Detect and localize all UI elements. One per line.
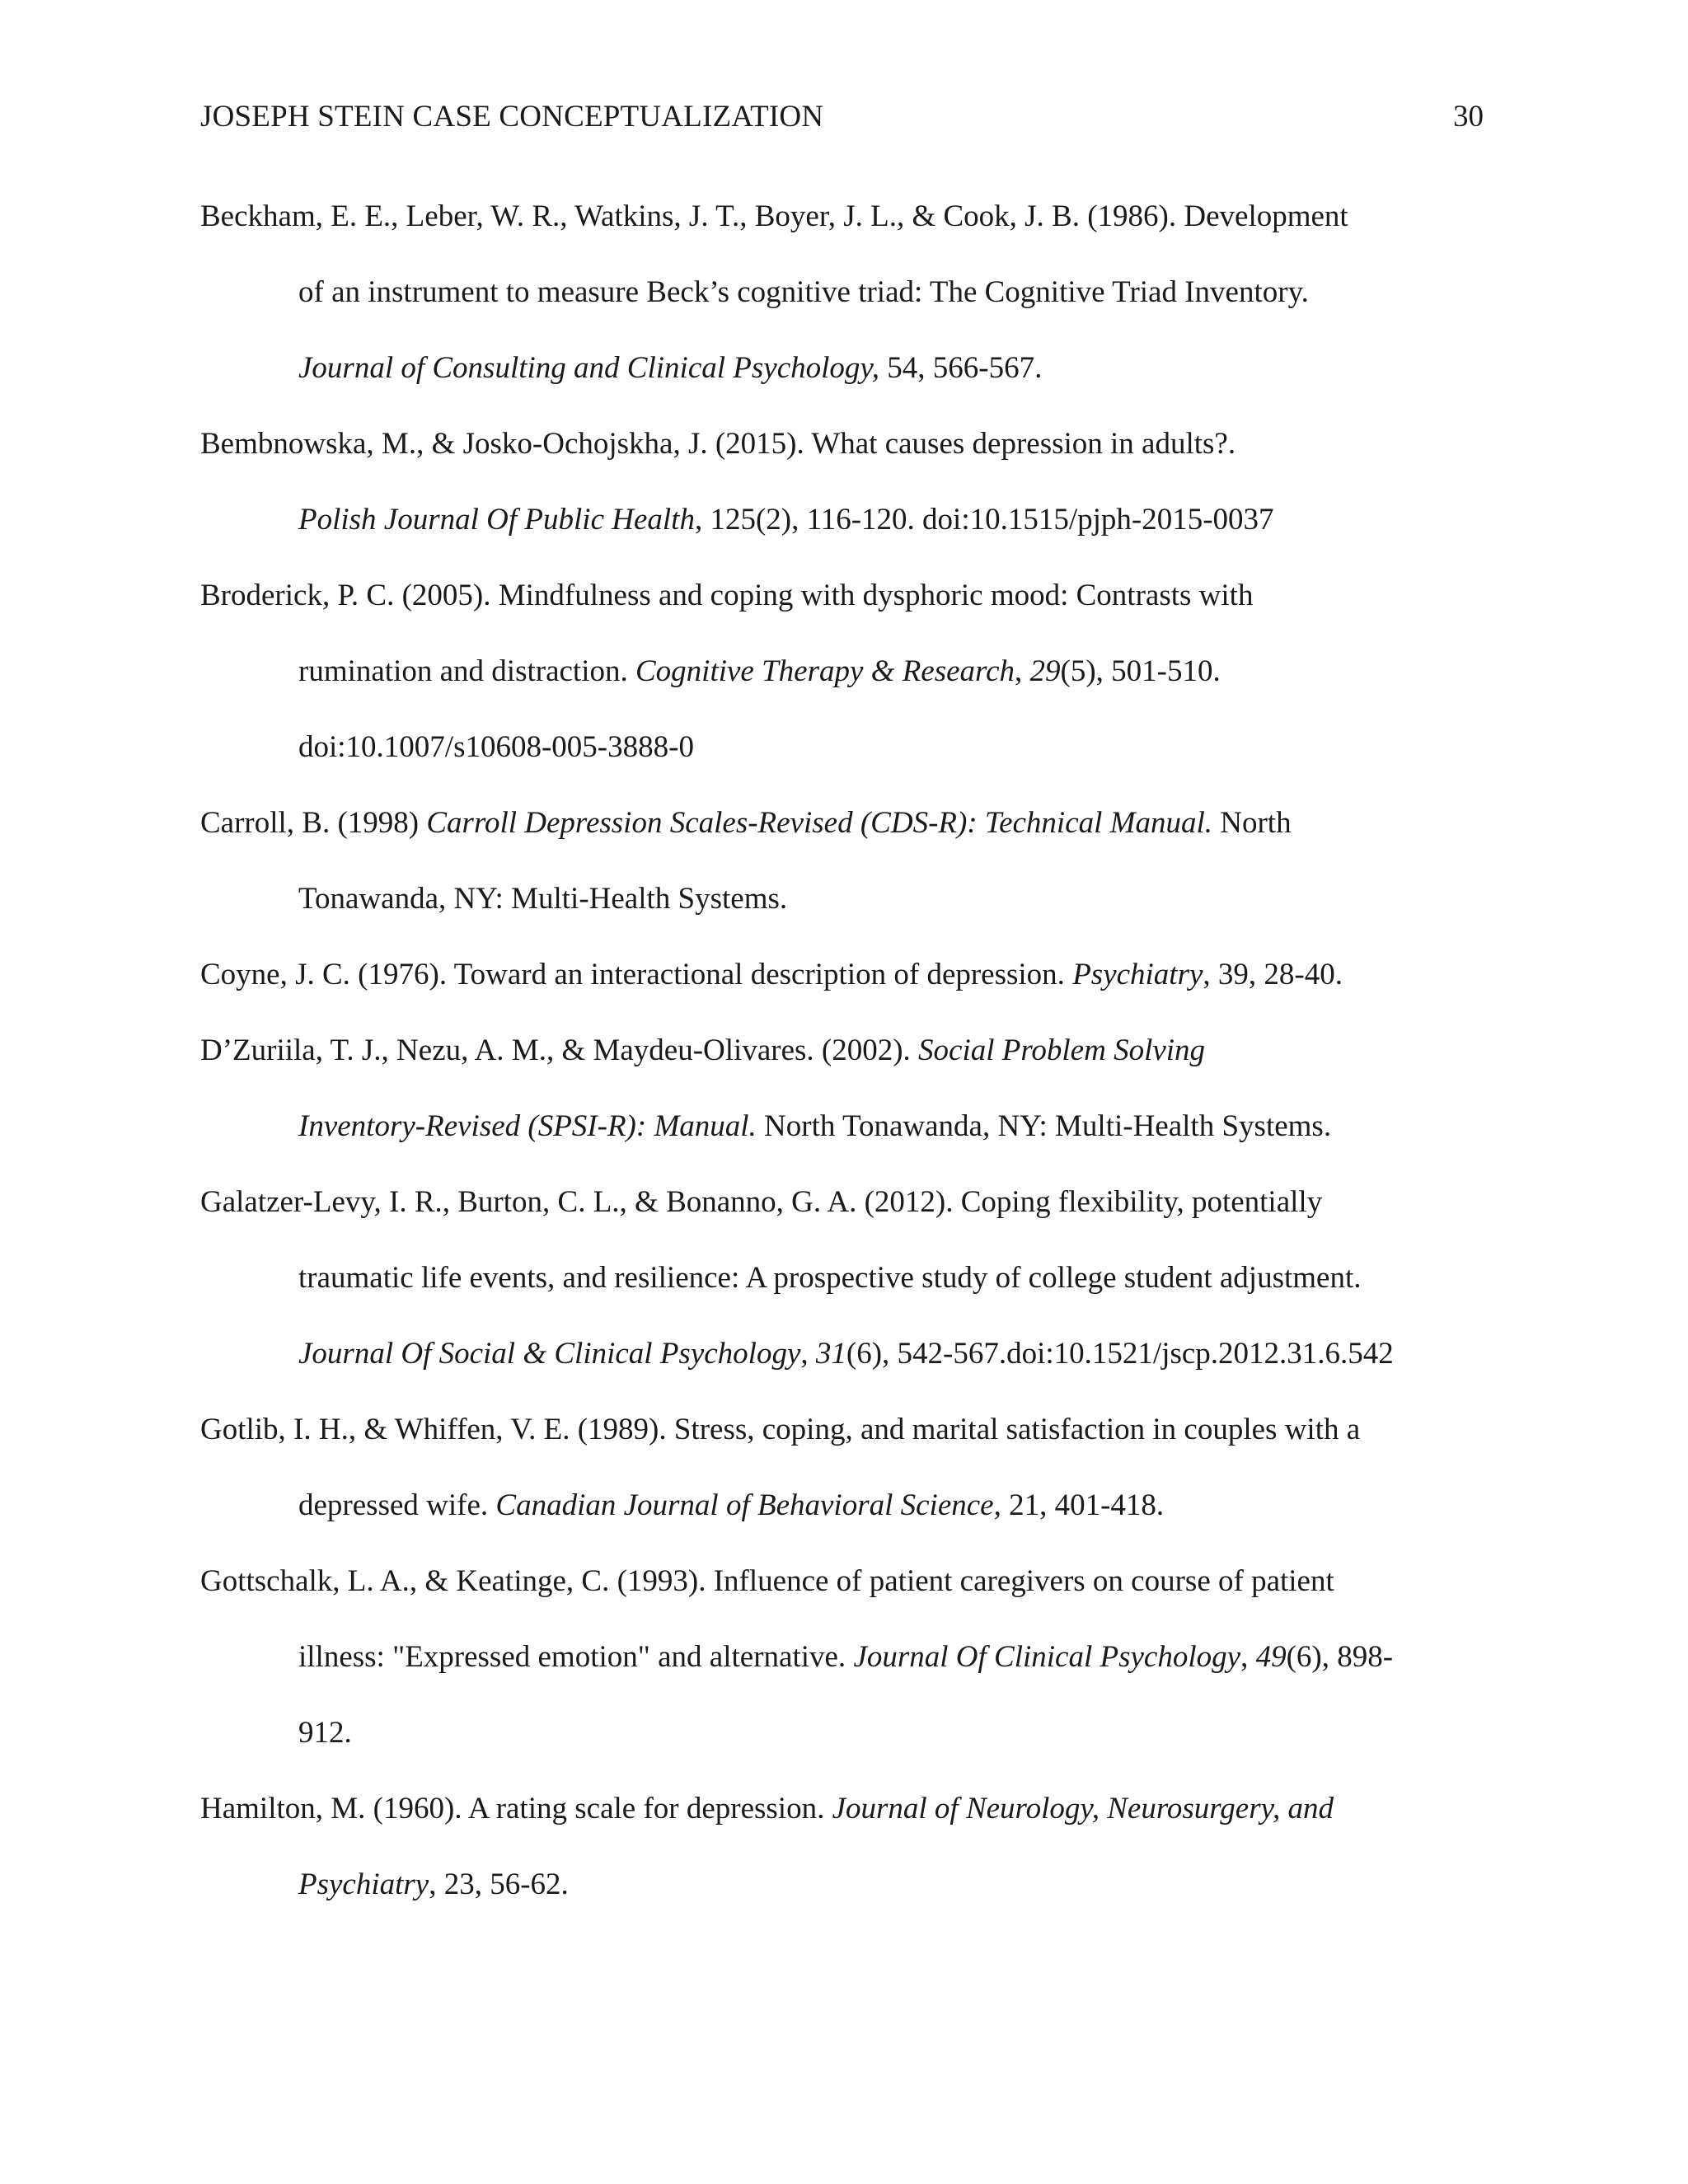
reference-entry bbox=[200, 419, 1498, 571]
reference-text: , 125(2), 116-120. doi:10.1515/pjph-2015-0037 bbox=[694, 503, 1274, 537]
italic-text: Journal Of Clinical Psychology bbox=[853, 1640, 1241, 1674]
italic-text: 29 bbox=[1029, 654, 1061, 688]
reference-text: traumatic life events, and resilience: A prospective study of college student adjustment. bbox=[298, 1261, 1362, 1295]
italic-text: Journal Of Social & Clinical Psychology bbox=[298, 1337, 801, 1371]
reference-text: , bbox=[1015, 654, 1030, 688]
reference-text: Broderick, P. C. (2005). Mindfulness and coping with dysphoric mood: Contrasts with bbox=[200, 579, 1254, 612]
reference-entry bbox=[200, 1026, 1498, 1178]
reference-text: Galatzer-Levy, I. R., Burton, C. L., & Bonanno, G. A. (2012). Coping flexibility, potentially bbox=[200, 1185, 1323, 1219]
reference-text: depressed wife. bbox=[298, 1488, 496, 1522]
reference-text: (5), 501-510. bbox=[1060, 654, 1221, 688]
reference-line bbox=[200, 799, 1498, 874]
reference-text: Coyne, J. C. (1976). Toward an interactional description of depression. bbox=[200, 958, 1073, 991]
italic-text: Psychiatry bbox=[1072, 958, 1203, 991]
reference-text: , bbox=[1240, 1640, 1256, 1674]
italic-text: Polish Journal Of Public Health bbox=[298, 503, 695, 537]
reference-line bbox=[200, 647, 1498, 723]
reference-text: , 23, 56-62. bbox=[429, 1868, 569, 1901]
reference-entry bbox=[200, 1178, 1498, 1405]
italic-text: 49 bbox=[1255, 1640, 1287, 1674]
reference-text: Hamilton, M. (1960). A rating scale for depression. bbox=[200, 1792, 832, 1825]
reference-text: Carroll, B. (1998) bbox=[200, 806, 427, 840]
reference-text: illness: "Expressed emotion" and alternative. bbox=[298, 1640, 854, 1674]
reference-entry bbox=[200, 1784, 1498, 1936]
reference-text: rumination and distraction. bbox=[298, 654, 635, 688]
reference-line bbox=[200, 419, 1498, 495]
reference-text: D’Zuriila, T. J., Nezu, A. M., & Maydeu-Olivares. (2002). bbox=[200, 1033, 919, 1067]
italic-text: Journal of Consulting and Clinical Psychology, bbox=[298, 351, 880, 385]
reference-line bbox=[200, 874, 1498, 950]
reference-line bbox=[200, 1329, 1498, 1405]
italic-text: Inventory-Revised (SPSI-R): Manual. bbox=[298, 1109, 757, 1143]
reference-entry bbox=[200, 950, 1498, 1026]
reference-entry bbox=[200, 1405, 1498, 1557]
reference-text: Gotlib, I. H., & Whiffen, V. E. (1989). Stress, coping, and marital satisfaction in couples with a bbox=[200, 1413, 1361, 1446]
reference-line bbox=[200, 268, 1498, 344]
reference-line bbox=[200, 1708, 1498, 1784]
reference-text: 54, 566-567. bbox=[879, 351, 1043, 385]
italic-text: Canadian Journal of Behavioral Science bbox=[495, 1488, 994, 1522]
reference-text: Bembnowska, M., & Josko-Ochojskha, J. (2015). What causes depression in adults?. bbox=[200, 427, 1236, 461]
reference-text: (6), 898- bbox=[1286, 1640, 1394, 1674]
italic-text: 31 bbox=[815, 1337, 846, 1371]
reference-line bbox=[200, 1102, 1498, 1178]
italic-text: Journal of Neurology, Neurosurgery, and bbox=[832, 1792, 1334, 1825]
reference-line bbox=[200, 192, 1498, 268]
reference-line bbox=[200, 1860, 1498, 1936]
reference-text: , 21, 401-418. bbox=[993, 1488, 1165, 1522]
reference-line bbox=[200, 1784, 1498, 1860]
reference-text: of an instrument to measure Beck’s cognitive triad: The Cognitive Triad Inventory. bbox=[298, 275, 1309, 309]
reference-line bbox=[200, 495, 1498, 571]
reference-entry bbox=[200, 1557, 1498, 1784]
reference-text: Tonawanda, NY: Multi-Health Systems. bbox=[298, 882, 788, 916]
italic-text: Psychiatry bbox=[298, 1868, 429, 1901]
reference-line bbox=[200, 1178, 1498, 1254]
reference-line bbox=[200, 1405, 1498, 1481]
running-head: JOSEPH STEIN CASE CONCEPTUALIZATION bbox=[200, 100, 824, 134]
reference-line bbox=[200, 344, 1498, 419]
reference-line bbox=[200, 1633, 1498, 1708]
reference-entry bbox=[200, 571, 1498, 799]
reference-line bbox=[200, 1557, 1498, 1633]
reference-text: North Tonawanda, NY: Multi-Health Systems. bbox=[756, 1109, 1332, 1143]
reference-line bbox=[200, 723, 1498, 799]
reference-text: Beckham, E. E., Leber, W. R., Watkins, J. T., Boyer, J. L., & Cook, J. B. (1986). Development bbox=[200, 199, 1348, 233]
page-number: 30 bbox=[1453, 100, 1484, 134]
italic-text: Cognitive Therapy & Research bbox=[635, 654, 1015, 688]
reference-line bbox=[200, 1254, 1498, 1329]
reference-line bbox=[200, 950, 1498, 1026]
reference-text: Gottschalk, L. A., & Keatinge, C. (1993). Influence of patient caregivers on course of patient bbox=[200, 1564, 1334, 1598]
reference-line bbox=[200, 571, 1498, 647]
reference-text: 912. bbox=[298, 1716, 352, 1750]
italic-text: Social Problem Solving bbox=[918, 1033, 1206, 1067]
reference-line bbox=[200, 1481, 1498, 1557]
reference-entry bbox=[200, 799, 1498, 950]
reference-text: , bbox=[800, 1337, 816, 1371]
reference-list bbox=[200, 192, 1498, 1936]
reference-text: doi:10.1007/s10608-005-3888-0 bbox=[298, 730, 694, 764]
reference-entry bbox=[200, 192, 1498, 419]
reference-line bbox=[200, 1026, 1498, 1102]
italic-text: Carroll Depression Scales-Revised (CDS-R): Technical Manual. bbox=[426, 806, 1212, 840]
reference-text: , 39, 28-40. bbox=[1203, 958, 1343, 991]
reference-text: North bbox=[1212, 806, 1292, 840]
reference-text: (6), 542-567.doi:10.1521/jscp.2012.31.6.542 bbox=[846, 1337, 1394, 1371]
